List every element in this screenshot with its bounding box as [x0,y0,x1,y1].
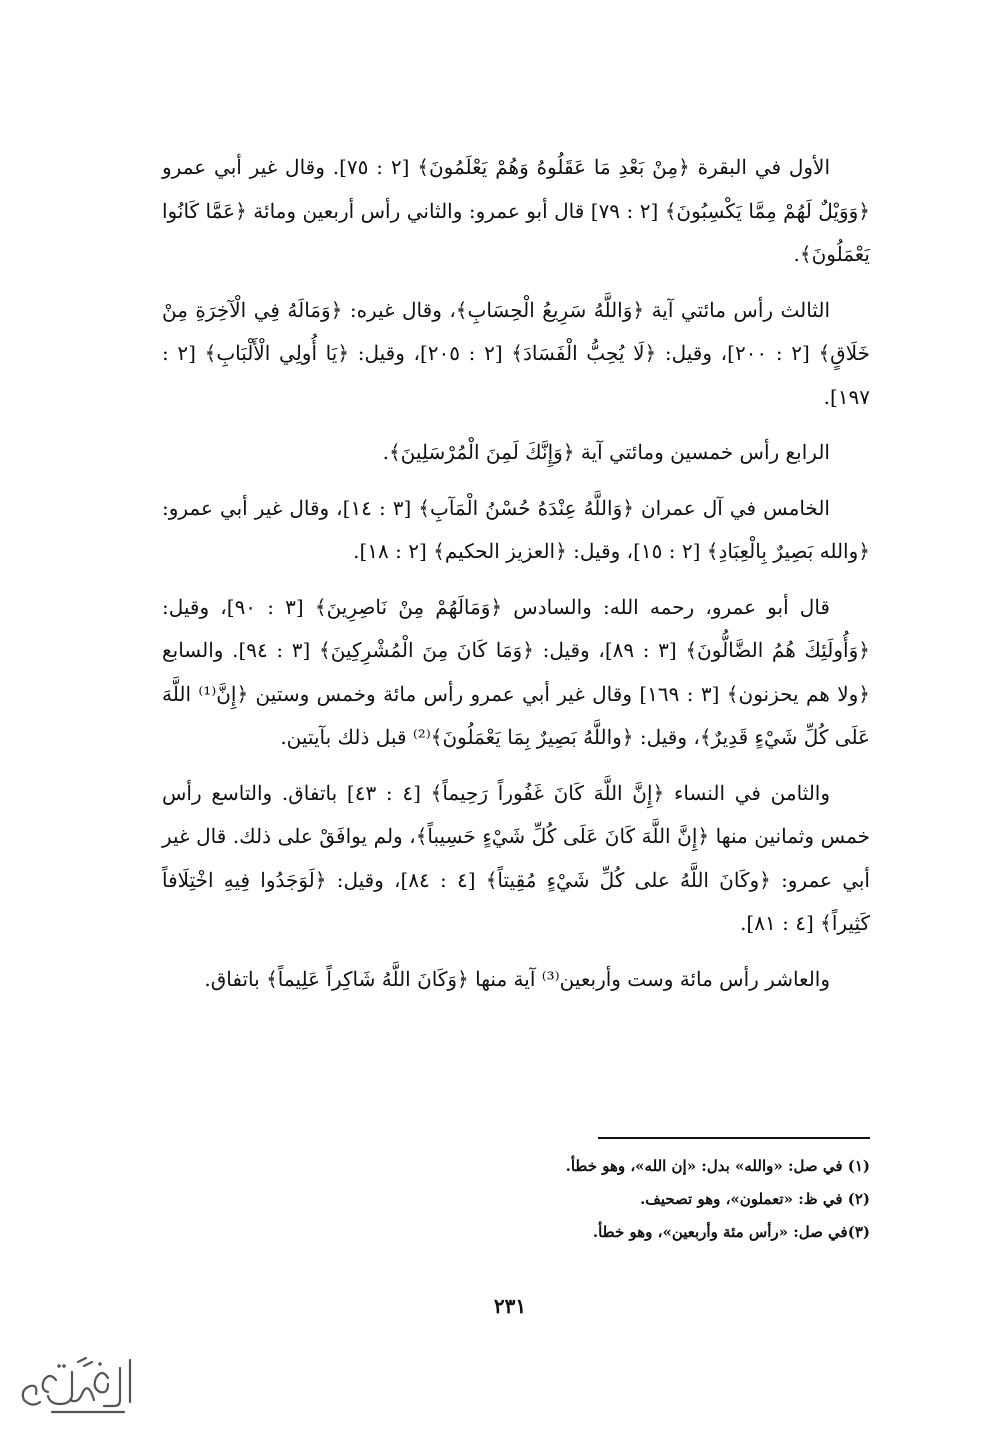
publisher-logo [12,1350,142,1422]
page-number: ٢٣١ [493,1294,527,1318]
paragraph-2: الثالث رأس مائتي آية ﴿وَاللَّهُ سَرِيعُ الْحِسَابِ﴾، وقال غيره: ﴿وَمَالَهُ فِي الْآخِرَةِ مِنْ خَلَاقٍ﴾ [٢ : ٢٠٠]، وقيل: ﴿لَا يُحِبُّ الْفَسَادَ﴾ [٢ : ٢٠٥]، وقيل: ﴿يَا أُولِي الْأَلْبَابِ﴾ [٢ : ١٩٧]. [162,297,871,409]
calligraphy-logo-icon [12,1350,142,1422]
main-text [162,146,870,1013]
footnote-divider [598,1137,870,1139]
footnote-1: (١) في صل: «والله» بدل: «إن الله»، وهو خطأ. [565,1157,870,1175]
paragraph-3: الرابع رأس خمسين ومائتي آية ﴿وَإِنَّكَ لَمِنَ الْمُرْسَلِينَ﴾. [382,440,830,464]
paragraph-1: الأول في البقرة ﴿مِنْ بَعْدِ مَا عَقَلُوهُ وَهُمْ يَعْلَمُونَ﴾ [٢ : ٧٥]. وقال غير أبي عمرو ﴿وَوَيْلٌ لَهُمْ مِمَّا يَكْسِبُونَ﴾ [٢ : ٧٩] قال أبو عمرو: والثاني رأس أربعين ومائة ﴿عَمَّا كَانُوا يَعْمَلُونَ﴾. [162,155,871,266]
paragraph-5: قال أبو عمرو، رحمه الله: والسادس ﴿وَمَالَهُمْ مِنْ نَاصِرِينَ﴾ [٣ : ٩٠]، وقيل: ﴿وَأُولَئِكَ هُمُ الضَّالُّونَ﴾ [٣ : ٨٩]، وقيل: ﴿وَمَا كَانَ مِنَ الْمُشْرِكِينَ﴾ [٣ : ٩٤]. والسابع ﴿ولا هم يحزنون﴾ [٣ : ١٦٩] وقال غير أبي عمرو رأس مائة وخمس وستين ﴿إِنَّ⁽¹⁾ اللَّهَ عَلَى كُلِّ شَيْءٍ قَدِيرٌ﴾، وقيل: ﴿واللَّهُ بَصِيرٌ بِمَا يَعْمَلُونَ﴾⁽²⁾ قبل ذلك بآيتين. [162,594,871,749]
paragraph-6: والثامن في النساء ﴿إِنَّ اللَّهَ كَانَ غَفُوراً رَحِيماً﴾ [٤ : ٤٣] باتفاق. والتاسع رأس خمس وثمانين منها ﴿إِنَّ اللَّهَ كَانَ عَلَى كُلِّ شَيْءٍ حَسِيباً﴾، ولم يوافَقْ على ذلك. قال غير أبي عمرو: ﴿وكَانَ اللَّهُ على كُلِّ شَيْءٍ مُقِيتاً﴾ [٤ : ٨٤]، وقيل: ﴿لَوَجَدُوا فِيهِ اخْتِلَافاً كَثِيراً﴾ [٤ : ٨١]. [162,780,870,935]
footnote-3: (٣)في صل: «رأس مئة وأربعين»، وهو خطأ. [592,1223,870,1241]
paragraph-4: الخامس في آل عمران ﴿وَاللَّهُ عِنْدَهُ حُسْنُ الْمَآبِ﴾ [٣ : ١٤]، وقال غير أبي عمرو: ﴿والله بَصِيرٌ بِالْعِبَادِ﴾ [٢ : ١٥]، وقيل: ﴿العزيز الحكيم﴾ [٢ : ١٨]. [162,495,870,563]
footnote-2: (٢) في ظ: «تعملون»، وهو تصحيف. [640,1190,870,1208]
footnotes [270,1150,870,1249]
paragraph-7: والعاشر رأس مائة وست وأربعين⁽³⁾ آية منها ﴿وَكَانَ اللَّهُ شَاكِراً عَلِيماً﴾ باتفاق. [204,966,830,991]
